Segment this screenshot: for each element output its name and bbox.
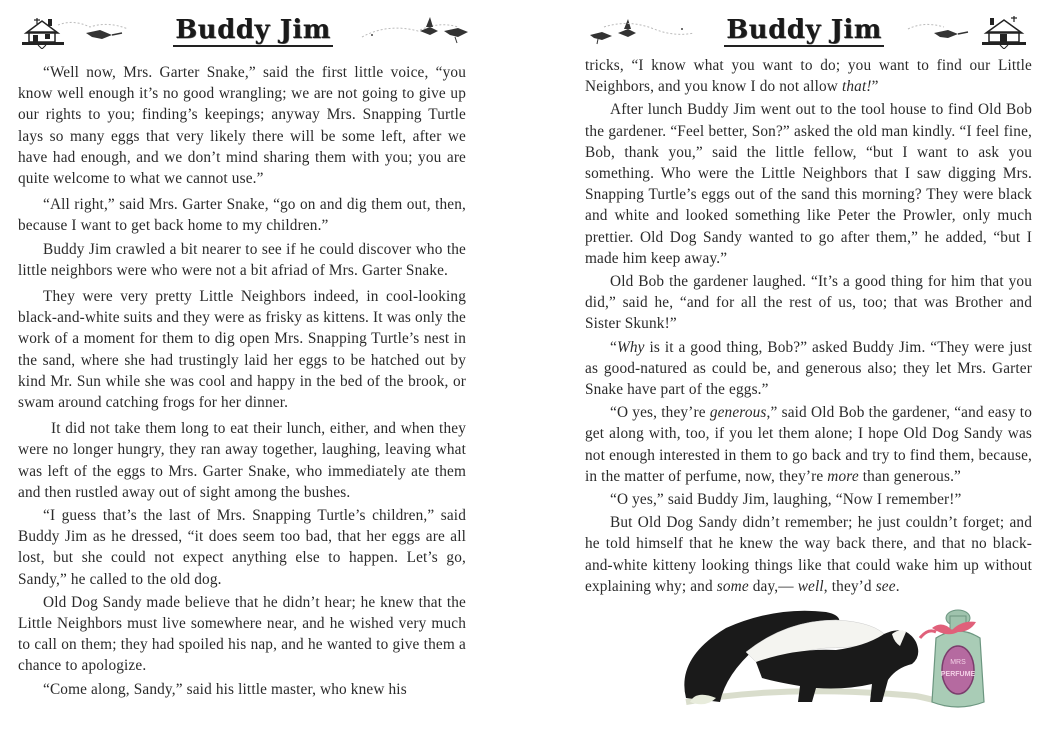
paragraph: “Why is it a good thing, Bob?” asked Buddy Jim. “They were just as good-natured as could be, and generous also; they let Mrs. Garter Snake have part of the eggs.” (585, 338, 1032, 399)
house-ornament-icon (18, 13, 148, 49)
skunk-perfume-illustration (666, 598, 1016, 724)
paragraph: It did not take them long to eat their lunch, either, and when they were no longer hungry, they ran away together, laughing, leaving what was left of the eggs to Mrs. Garter Snake, who immediately ate them and then rustled away out of sight among the bushes. (18, 420, 466, 501)
flying-birds-ornament-icon (358, 13, 478, 49)
paragraph: But Old Dog Sandy didn’t remember; he just couldn’t forget; and he told himself that he knew the way back there, and that no black-and-white kitteny looking things like that could wake him up without explaining why; and some day,— well, they’d see. (585, 514, 1032, 595)
paragraph: “All right,” said Mrs. Garter Snake, “go on and dig them out, then, because I want to get back home to my children.” (18, 196, 466, 235)
running-title: Buddy Jim (175, 14, 331, 45)
left-page-body (18, 62, 466, 702)
skunk-illustration-icon (666, 598, 1016, 724)
paragraph: “O yes, they’re generous,” said Old Bob the gardener, “and easy to get along with, too, if you let them alone; I hope Old Dog Sandy was not enough interested in them to go back and try to find them, because, in the matter of perfume, now, they’re more than generous.” (585, 404, 1032, 485)
right-page (526, 0, 1052, 732)
svg-text:PERFUME: PERFUME (940, 671, 976, 678)
right-page-body (585, 55, 1032, 599)
paragraph: “I guess that’s the last of Mrs. Snapping Turtle’s children,” said Buddy Jim as he dressed, “it does seem too bad, that her eggs are all lost, but she could not expect anything else to happen. Let’s go, Sandy,” he called to the old dog. (18, 507, 466, 588)
paragraph: “O yes,” said Buddy Jim, laughing, “Now I remember!” (610, 491, 962, 509)
paragraph: “Come along, Sandy,” said his little master, who knew his (43, 680, 407, 698)
flying-birds-ornament-icon (584, 13, 704, 49)
paragraph: Buddy Jim crawled a bit nearer to see if he could discover who the little neighbors were who were not a bit afriad of Mrs. Garter Snake. (18, 240, 466, 279)
paragraph: After lunch Buddy Jim went out to the tool house to find Old Bob the gardener. “Feel better, Son?” asked the old man kindly. “I feel fine, Bob, thank you,” said the little fellow, “but I want to ask you something. Who were the Little Neighbors that I saw digging Mrs. Snapping Turtle’s eggs out of the sand this morning? They were black and white and looked something like Peter the Prowler, only much prettier. Old Dog Sandy wanted to go after them,” he added, “but I made him keep away.” (585, 101, 1032, 267)
paragraph: They were very pretty Little Neighbors indeed, in cool-looking black-and-white suits and they were as frisky as kittens. It was only the work of a moment for them to dig open Mrs. Snapping Turtle’s nest in the sand, where she had trustingly laid her eggs to be hatched out by kind Mr. Sun while she was cool and happy in the bed of the brook, or swam around catching frogs for her dinner. (18, 288, 466, 412)
right-page-header (584, 10, 1034, 52)
house-ornament-icon (904, 13, 1034, 49)
paragraph: tricks, “I know what you want to do; you want to find our Little Neighbors, and you know I do not allow that!” (585, 57, 1032, 96)
paragraph: “Well now, Mrs. Garter Snake,” said the first little voice, “you know well enough it’s no good wrangling; we are not going to give up our rights to you; finding’s keepings; anyway Mrs. Snapping Turtle lays so many eggs that very likely there will be some left, after we have had enough, and we don’t mind sharing them with you; you are quite welcome to what we cannot use.” (18, 64, 466, 188)
paragraph: Old Dog Sandy made believe that he didn’t hear; he knew that the Little Neighbors must live somewhere near, and he wished very much to call on them; they had spoiled his nap, and he wanted to give them a chance to apologize. (18, 593, 466, 675)
paragraph: Old Bob the gardener laughed. “It’s a good thing for him that you did,” said he, “and for all the rest of us, too; that was Brother and Sister Skunk!” (585, 273, 1032, 333)
svg-text:MRS: MRS (950, 659, 966, 666)
left-page-header (18, 10, 478, 52)
running-title: Buddy Jim (726, 14, 882, 45)
